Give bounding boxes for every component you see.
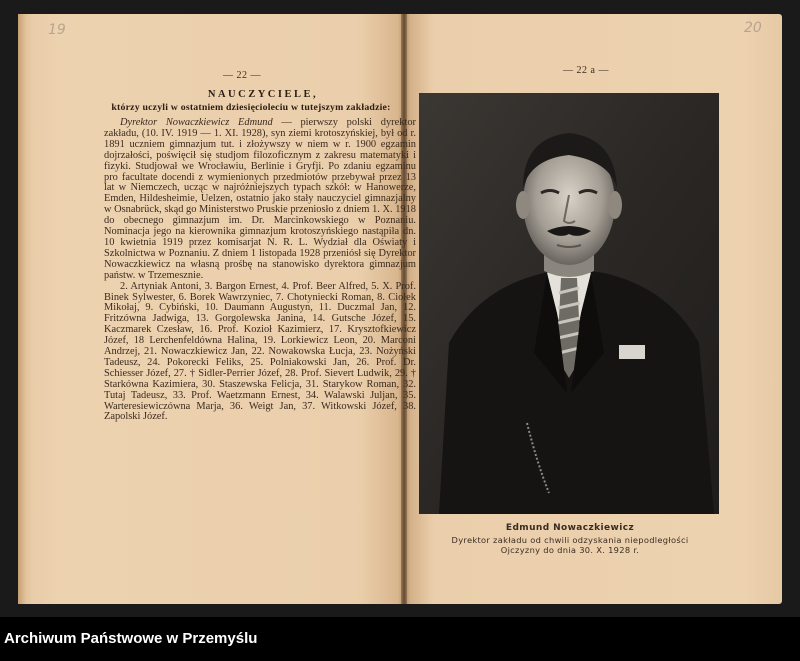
pencil-page-number-left: 19 — [48, 22, 66, 38]
photo-caption-line2: Ojczyzny do dnia 30. X. 1928 r. — [500, 545, 640, 555]
open-book-spread — [18, 14, 782, 604]
body-text — [104, 118, 416, 423]
portrait-photo — [419, 93, 719, 514]
pencil-page-number-right: 20 — [744, 20, 762, 36]
photo-caption-line1: Dyrektor zakładu od chwili odzyskania niepodległości — [451, 535, 689, 545]
director-paragraph — [104, 118, 416, 282]
page-edge — [18, 14, 26, 604]
folio-right: — 22 a — — [563, 65, 609, 76]
folio-left: — 22 — — [223, 70, 261, 81]
archive-footer — [0, 617, 800, 661]
section-subtitle: którzy uczyli w ostatniem dziesięcioleciu w tutejszym zakładzie: — [111, 102, 391, 113]
portrait-illustration — [419, 93, 719, 514]
director-bio: — pierwszy polski dyrektor zakładu, (10. IV. 1919 — 1. XI. 1928), syn ziemi krotoszyńskiej, był od r. 1891 uczniem gimnazjum tut. i złożywszy w niem w r. 1900 egzamin dojrzałości, poświęcił się studjom filozoficznym z zakresu matematyki i fizyki. Studjował we Wrocławiu, Berlinie i Gryfji. Po zdaniu egzaminu pro facultate docendi z wymienionych przedmiotów przebywał przez 13 lat w Niemczech, ucząc w najróżniejszych typach szkół: w Hanowerze, Emden, Hildesheimie, Uelzen, ostatnio jako stały nauczyciel gimnazjalny w Osnabrück, skąd go Ministerstwo Pruskie przeniosło z dniem 1. X. 1918 do obecnego gimnazjum im. Dr. Marcinkowskiego w Poznaniu. Nominacja jego na kierownika gimnazjum krotoszyńskiego nastąpiła dn. 10 kwietnia 1919 przez komisarjat N. R. L. Wydział dla Oświaty i Szkolnictwa w Poznaniu. Z dniem 1 listopada 1928 przeniósł się Dyrektor Nowaczkiewicz na własną prośbę na stanowisko dyrektora gimnazjum państw. w Trzemesznie. — [104, 117, 416, 281]
photo-caption-name: Edmund Nowaczkiewicz — [505, 523, 635, 533]
section-title: NAUCZYCIELE, — [207, 89, 319, 100]
director-name: Dyrektor Nowaczkiewicz Edmund — [120, 117, 273, 128]
archive-name-label: Archiwum Państwowe w Przemyślu — [4, 630, 258, 647]
teachers-list: 2. Artyniak Antoni, 3. Bargon Ernest, 4. Prof. Beer Alfred, 5. X. Prof. Binek Sylwester, 6. Borek Wawrzyniec, 7. Chotyniecki Roman, 8. Ciołek Mikołaj, 9. Cybiński, 10. Daumann Augustyn, 11. Duczmal Jan, 12. Fritzówna Jadwiga, 13. Gorgolewska Janina, 14. Gutsche Józef, 15. Kaczmarek Czesław, 16. Prof. Kozioł Kazimierz, 17. Krysztofkiewicz Józef, 18 Lerchenfeldówna Halina, 19. Lorkiewicz Leon, 20. Marconi Andrzej, 21. Nowaczkiewicz Jan, 22. Nowakowska Łucja, 23. Nożyński Tadeusz, 24. Pokorecki Feliks, 25. Polniakowski Jan, 26. Prof. Dr. Schiesser Józef, 27. † Sidler-Perrier Józef, 28. Prof. Sievert Ludwik, 29. † Starkówna Kazimiera, 30. Staszewska Felicja, 31. Starykow Roman, 32. Tutaj Tadeusz, 33. Prof. Waetzmann Ernest, 34. Walawski Juljan, 35. Warteresiewiczówna Marja, 36. Weigt Jan, 37. Witkowski Józef, 38. Zapolski Józef. — [104, 280, 416, 423]
